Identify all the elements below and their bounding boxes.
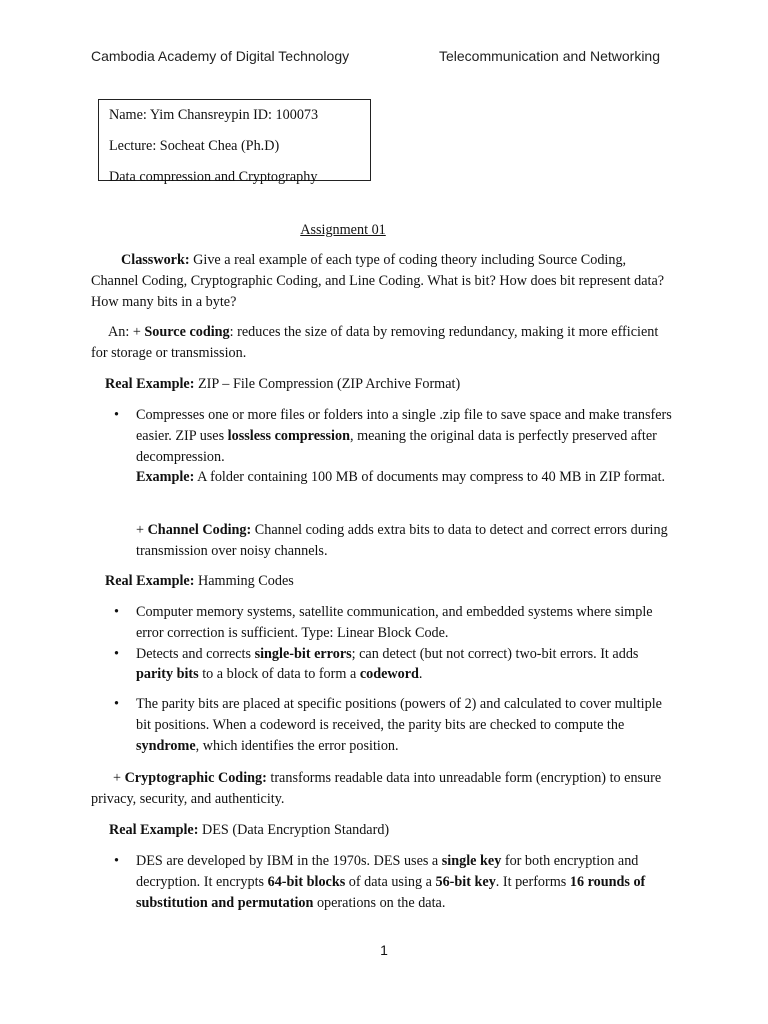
real-example-label: Real Example:: [109, 822, 199, 838]
bullet-text: of data using a: [345, 873, 436, 890]
bullet-text: . It performs: [495, 873, 570, 890]
channel-coding-paragraph: [136, 520, 676, 562]
header-course: Telecommunication and Networking: [439, 48, 660, 64]
student-info-box: [98, 99, 371, 185]
bullet-text: .: [418, 666, 423, 683]
bullet-bold: lossless compression: [227, 427, 350, 444]
channel-coding-text: Channel coding adds extra bits to data to detect and correct errors during transmission over noisy channels.: [136, 522, 668, 559]
crypto-coding-text: transforms readable data into unreadable form (encryption) to ensure privacy, security, and authenticity.: [91, 770, 662, 807]
bullet-bold: single-bit errors: [254, 645, 352, 662]
bullet-bold: 16 rounds of substitution and permutation: [136, 873, 646, 911]
channel-real-example: [105, 571, 689, 592]
source-real-example: [105, 374, 689, 395]
bullet-text: operations on the data.: [313, 894, 446, 911]
list-item: [91, 644, 675, 686]
source-coding-paragraph: [91, 322, 675, 364]
example-label: Example:: [136, 469, 195, 486]
bullet-bold: parity bits: [136, 666, 199, 683]
list-item: [91, 851, 675, 913]
bullet-icon: •: [114, 407, 119, 423]
source-coding-label: Source coding: [144, 324, 230, 340]
channel-prefix: +: [136, 522, 148, 538]
bullet-text: Compresses one or more files or folders into a single .zip file to save space and make transfers easier. ZIP uses: [136, 407, 672, 444]
bullet-icon: •: [114, 853, 119, 869]
crypto-bullet: [91, 851, 675, 913]
real-example-text: ZIP – File Compression (ZIP Archive Format): [194, 376, 461, 392]
bullet-icon: •: [114, 604, 119, 620]
crypto-prefix: +: [113, 770, 125, 786]
real-example-label: Real Example:: [105, 376, 195, 392]
real-example-label: Real Example:: [105, 573, 195, 589]
list-item: [91, 602, 675, 644]
assignment-title: Assignment 01: [300, 222, 386, 238]
bullet-bold: 56-bit key: [435, 873, 496, 890]
real-example-text: DES (Data Encryption Standard): [198, 822, 390, 838]
bullet-icon: •: [114, 696, 119, 713]
channel-bullets: [91, 602, 675, 757]
crypto-real-example: [109, 820, 693, 841]
crypto-coding-label: Cryptographic Coding:: [124, 770, 267, 786]
crypto-coding-paragraph: [91, 768, 675, 810]
header-institution: Cambodia Academy of Digital Technology: [91, 48, 350, 64]
bullet-text: Detects and corrects: [136, 645, 255, 662]
bullet-text: , meaning the original data is perfectly preserved after decompression.: [136, 427, 657, 465]
classwork-text: Give a real example of each type of coding theory including Source Coding, Channel Coding, Cryptographic Coding, and Line Coding. What is bit? How does bit represent data? How many bits in a byte?: [91, 252, 665, 310]
example-text: A folder containing 100 MB of documents may compress to 40 MB in ZIP format.: [194, 469, 666, 486]
list-item: [91, 405, 675, 488]
bullet-bold: single key: [441, 853, 502, 869]
channel-coding-label: Channel Coding:: [147, 522, 252, 538]
source-bullet: [91, 405, 675, 488]
source-prefix: An: +: [108, 324, 145, 340]
bullet-bold: syndrome: [136, 737, 196, 754]
bullet-text: ; can detect (but not correct) two-bit errors. It adds: [351, 645, 639, 662]
student-name-id: Name: Yim Chansreypin ID: 100073: [109, 107, 319, 123]
bullet-text: , which identifies the error position.: [195, 737, 399, 754]
bullet-text: to a block of data to form a: [198, 666, 360, 683]
bullet-icon: •: [114, 645, 119, 662]
bullet-bold: codeword: [359, 666, 419, 683]
source-coding-text: : reduces the size of data by removing redundancy, making it more efficient for storage or transmission.: [91, 324, 659, 361]
bullet-text: The parity bits are placed at specific positions (powers of 2) and calculated to cover multiple bit positions. When a codeword is received, the parity bits are checked to compute the: [136, 696, 662, 733]
lecturer: Lecture: Socheat Chea (Ph.D): [109, 138, 280, 154]
bullet-bold: 64-bit blocks: [267, 873, 346, 890]
page-number: 1: [380, 942, 388, 958]
classwork-label: Classwork:: [121, 252, 190, 268]
list-item: [91, 694, 675, 756]
bullet-text: for both encryption and decryption. It encrypts: [136, 853, 639, 890]
subject: Data compression and Cryptography: [109, 169, 318, 185]
bullet-text: Computer memory systems, satellite communication, and embedded systems where simple error correction is sufficient. Type: Linear Block Code.: [136, 604, 653, 641]
classwork-paragraph: [91, 250, 675, 312]
real-example-text: Hamming Codes: [194, 573, 294, 589]
bullet-text: DES are developed by IBM in the 1970s. DES uses a: [136, 853, 442, 869]
